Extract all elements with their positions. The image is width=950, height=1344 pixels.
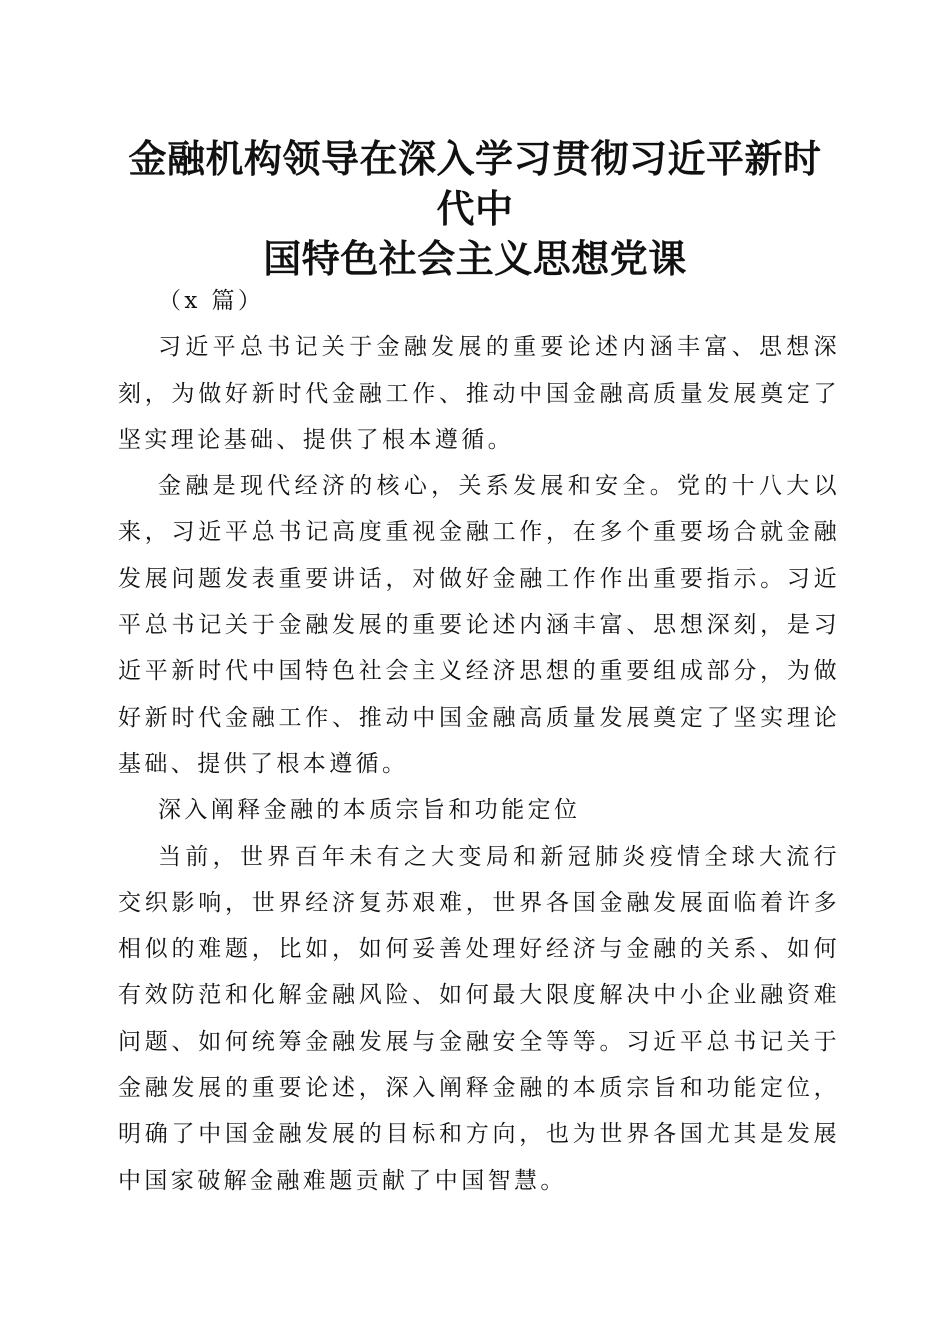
- document-title: [110, 134, 840, 284]
- paragraph-core: 金融是现代经济的核心，关系发展和安全。党的十八大以来，习近平总书记高度重视金融工作，在多个重要场合就金融发展问题发表重要讲话，对做好金融工作作出重要指示。习近平总书记关于金融发展的重要论述内涵丰富、思想深刻，是习近平新时代中国特色社会主义经济思想的重要组成部分，为做好新时代金融工作、推动中国金融高质量发展奠定了坚实理论基础、提供了根本遵循。: [118, 473, 840, 777]
- title-line-2: 国特色社会主义思想党课: [263, 236, 687, 281]
- document-body: [118, 278, 840, 1204]
- section-heading: 深入阐释金融的本质宗旨和功能定位: [158, 797, 581, 824]
- paragraph-current: 当前，世界百年未有之大变局和新冠肺炎疫情全球大流行交织影响，世界经济复苏艰难，世界各国金融发展面临着许多相似的难题，比如，如何妥善处理好经济与金融的关系、如何有效防范和化解金融风险、如何最大限度解决中小企业融资难问题、如何统筹金融发展与金融安全等等。习近平总书记关于金融发展的重要论述，深入阐释金融的本质宗旨和功能定位，明确了中国金融发展的目标和方向，也为世界各国尤其是发展中国家破解金融难题贡献了中国智慧。: [118, 843, 840, 1194]
- paragraph-intro: 习近平总书记关于金融发展的重要论述内涵丰富、思想深刻，为做好新时代金融工作、推动中国金融高质量发展奠定了坚实理论基础、提供了根本遵循。: [118, 334, 840, 453]
- part-label: （x 篇）: [158, 288, 265, 314]
- title-line-1: 金融机构领导在深入学习贯彻习近平新时代中: [128, 136, 822, 231]
